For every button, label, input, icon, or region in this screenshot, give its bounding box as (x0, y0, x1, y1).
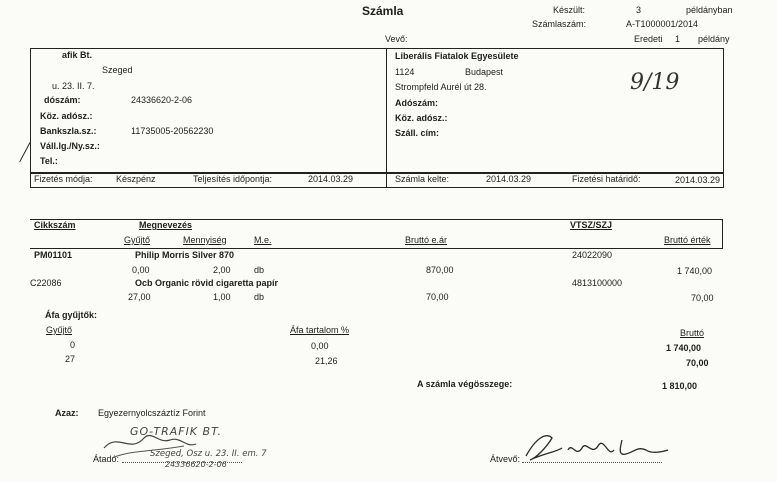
item-1-unit-price: 870,00 (426, 265, 454, 275)
item-1-vtsz: 24022090 (572, 250, 613, 260)
dates-divider (386, 172, 387, 187)
invoice-title: Számla (362, 4, 404, 18)
parties-frame (30, 48, 724, 174)
vat-col-content: Áfa tartalom % (290, 325, 350, 335)
item-2-vtsz: 4813100000 (572, 278, 623, 288)
seller-bank-label: Bankszla.sz.: (40, 126, 97, 136)
buyer-shipping-label: Száll. cím: (395, 128, 440, 138)
original-suffix: példány (698, 34, 730, 44)
item-1-quantity: 2,00 (213, 265, 231, 275)
seller-name: afik Bt. (62, 50, 93, 60)
items-header-right-line (722, 219, 723, 248)
original-value: 1 (675, 34, 681, 44)
handwritten-note: 9/19 (630, 70, 680, 95)
receiver-signature (522, 428, 672, 464)
buyer-name: Liberális Fiatalok Egyesülete (395, 51, 519, 61)
seller-community-tax-label: Köz. adósz.: (40, 111, 93, 121)
original-label: Eredeti (634, 34, 663, 44)
col-collector: Gyűjtő (124, 235, 151, 245)
receiver-label: Átvevő: (490, 454, 521, 464)
seller-phone-label: Tel.: (40, 156, 58, 166)
vat-row-1-content: 0,00 (311, 341, 329, 351)
parties-divider (386, 48, 387, 173)
vat-collectors-label: Áfa gyűjtők: (45, 310, 98, 320)
stamp-address: Szeged, Osz u. 23. II. em. 7 (150, 449, 267, 459)
col-article-number: Cikkszám (34, 220, 76, 230)
vat-col-gross: Bruttó (680, 328, 705, 338)
item-1-value: 1 740,00 (677, 266, 713, 276)
items-header-bottom-line (30, 248, 723, 249)
buyer-tax-label: Adószám: (395, 98, 439, 108)
fulfilment-date-value: 2014.03.29 (308, 174, 354, 184)
vat-row-2-collector: 27 (65, 354, 76, 364)
buyer-street: Strompfeld Aurél út 28. (395, 82, 487, 92)
vat-row-1-collector: 0 (70, 340, 76, 350)
handover-label: Átadó: (93, 454, 120, 464)
copies-value: 3 (636, 5, 642, 15)
in-words-value: Egyezernyolcszáztíz Forint (98, 408, 206, 418)
issue-date-label: Számla kelte: (395, 174, 450, 184)
in-words-label: Azaz: (55, 408, 79, 418)
seller-registration-label: Váll.lg./Ny.sz.: (40, 141, 100, 151)
vat-row-2-content: 21,26 (315, 356, 338, 366)
item-1-article-number: PM01101 (34, 250, 73, 260)
item-2-unit-price: 70,00 (426, 292, 449, 302)
fulfilment-date-label: Teljesítés időpontja: (193, 174, 273, 184)
item-2-collector: 27,00 (128, 292, 151, 302)
seller-street: u. 23. II. 7. (52, 81, 95, 91)
buyer-zip: 1124 (395, 67, 415, 77)
vat-row-1-gross: 1 740,00 (666, 343, 702, 353)
payment-method-label: Fizetés módja: (34, 174, 93, 184)
copies-label: Készült: (553, 5, 586, 15)
item-2-description: Ocb Organic rövid cigaretta papír (135, 278, 279, 288)
seller-tax-label: dószám: (44, 95, 81, 105)
vat-col-collector: Gyűjtő (46, 325, 73, 335)
stamp-tax-number: 24336620-2-06 (165, 460, 227, 469)
item-1-unit: db (254, 265, 265, 275)
items-header-top-line (30, 219, 723, 220)
col-vtsz: VTSZ/SZJ (570, 220, 613, 230)
item-1-collector: 0,00 (132, 265, 150, 275)
col-gross-value: Bruttó érték (664, 235, 711, 245)
invoice-number-value: A-T1000001/2014 (626, 19, 699, 29)
col-description: Megnevezés (139, 220, 193, 230)
invoice-number-label: Számlaszám: (532, 19, 587, 29)
item-2-value: 70,00 (691, 293, 714, 303)
item-2-unit: db (254, 292, 265, 302)
col-quantity: Mennyiség (183, 235, 227, 245)
col-gross-unit-price: Bruttó e.ár (405, 235, 448, 245)
grand-total-label: A számla végösszege: (417, 379, 513, 389)
fold-line (19, 142, 30, 162)
item-1-description: Philip Morris Silver 870 (135, 250, 235, 260)
buyer-label: Vevő: (385, 34, 408, 44)
issue-date-value: 2014.03.29 (486, 174, 532, 184)
stamp-company-name: GO-TRAFIK BT. (130, 425, 222, 438)
vat-row-2-gross: 70,00 (686, 358, 709, 368)
due-date-label: Fizetési határidő: (572, 174, 641, 184)
seller-city: Szeged (102, 65, 133, 75)
payment-method-value: Készpénz (116, 174, 156, 184)
buyer-community-tax-label: Köz. adósz.: (395, 113, 448, 123)
seller-bank-value: 11735005-20562230 (131, 126, 214, 136)
col-unit: M.e. (254, 235, 272, 245)
copies-suffix: példányban (686, 5, 733, 15)
buyer-city: Budapest (465, 67, 504, 77)
grand-total-value: 1 810,00 (662, 381, 698, 391)
item-2-article-number: C22086 (30, 278, 62, 288)
due-date-value: 2014.03.29 (675, 175, 721, 185)
seller-tax-value: 24336620-2-06 (131, 95, 193, 105)
item-2-quantity: 1,00 (213, 292, 231, 302)
seller-signature (100, 418, 200, 462)
